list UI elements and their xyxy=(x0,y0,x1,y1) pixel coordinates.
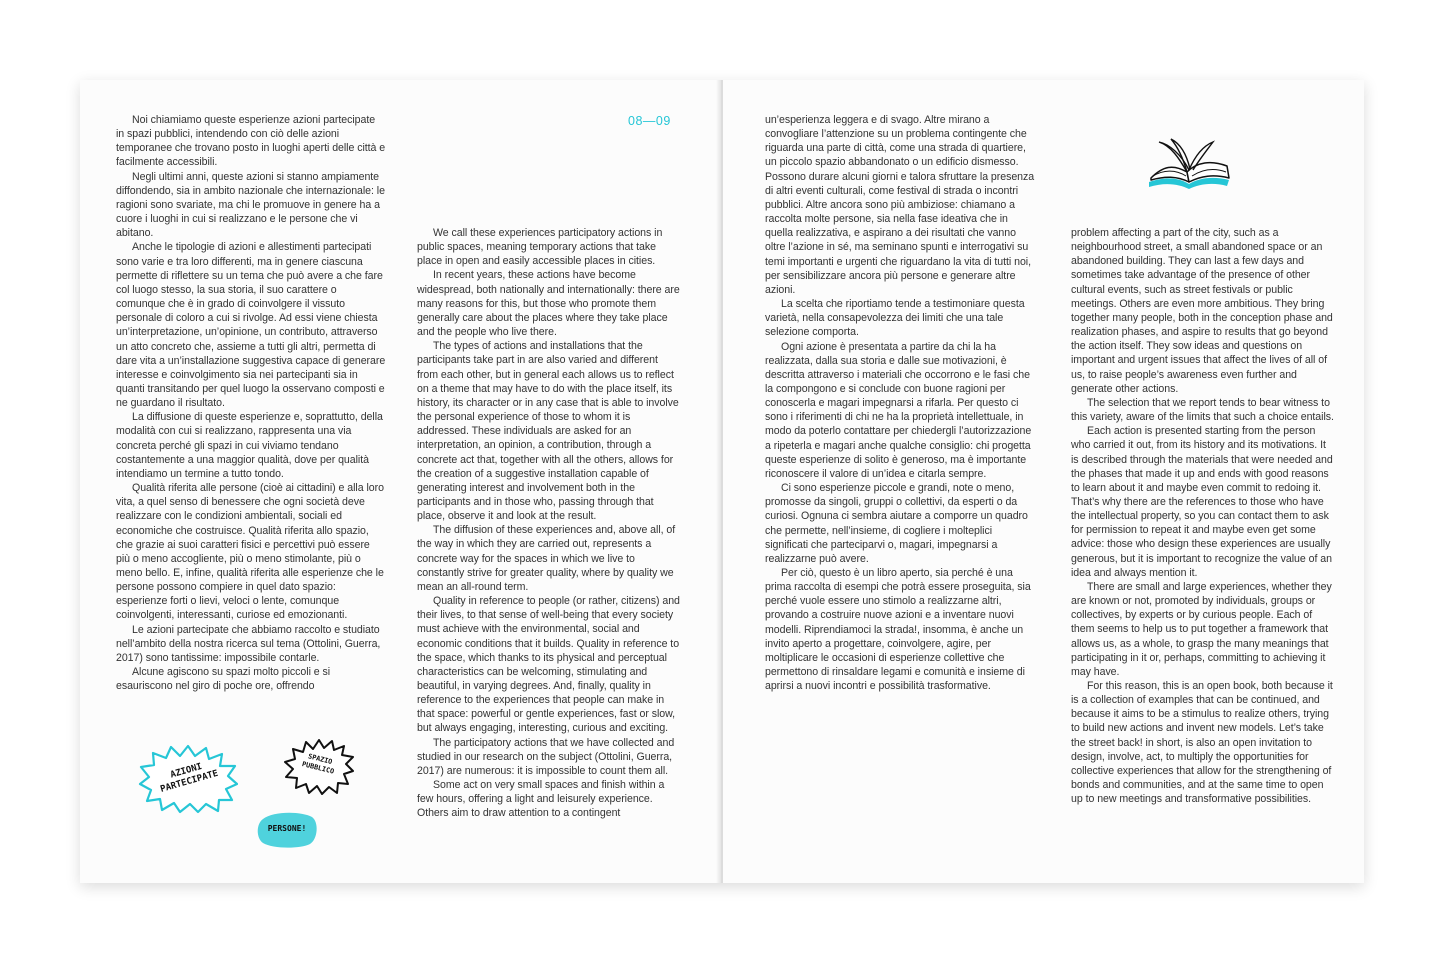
paragraph: The selection that we report tends to bear witness to this variety, aware of the limits that such a choice entails. xyxy=(1071,396,1334,424)
sticker-label: SPAZIO PUBBLICO xyxy=(301,752,335,776)
paragraph: The diffusion of these experiences and, above all, of the way in which they are carried out, represents a concrete way for the spaces in which we live to constantly strive for greater quality, where by quality we mean an all-round term. xyxy=(417,524,676,593)
paragraph: Each action is presented starting from the person who carried it out, from its history and its motivations. It is described through the materials that were needed and the phases that made it up and ends with good reasons to learn about it and maybe even commit to redoing it. That’s why there are the references to those who have the intellectual property, so you can contact them to ask for permission to repeat it and maybe even get some advice: those who design these experiences are usually generous, but it is important to recognize the value of an idea and always mention it. xyxy=(1071,425,1333,579)
paragraph: Noi chiamiamo queste esperienze azioni partecipate in spazi pubblici, intendendo con ciò delle azioni temporanee che trovano posto in luoghi aperti delle città e facilmente accessibili. xyxy=(116,114,386,169)
paragraph: There are small and large experiences, whether they are known or not, promoted by individuals, groups or collectives, by experts or by curious people. Each of them seems to help us to put together a framework that allows us, as a whole, to grasp the many meanings that participating in it or, perhaps, committing to achieving it may have. xyxy=(1071,580,1332,678)
paragraph: Ci sono esperienze piccole e grandi, note o meno, promosse da singoli, gruppi o collettivi, da esperti o da curiosi. Ognuna ci sembra aiutare a comporre un quadro che permette, nell’insieme, di cogliere i molteplici significati che parteciparvi o, magari, impegnarsi a realizzarne può avere. xyxy=(765,482,1028,565)
paragraph: La diffusione di queste esperienze e, soprattutto, della modalità con cui si realizzano, rappresenta una via concreta perché gli spazi in cui viviamo tendano costantemente a una maggior qualità, dove per qualità intendiamo un termine a tutto tondo. xyxy=(116,411,383,480)
paragraph: Ogni azione è presentata a partire da chi la ha realizzata, dalla sua storia e dalle sue motivazioni, è descritta attraverso i materiali che occorrono e le fasi che la compongono e si conclude con buone ragioni per conoscerla e magari impegnarsi a rifarla. Per questo ci sono i riferimenti di chi ne ha la proprietà intellettuale, in modo da poterlo contattare per chiedergli l’autorizzazione a ripeterla e magari anche qualche consiglio: chi progetta queste esperienze di solito è generoso, ma è importante riconoscere il valore di un’idea e citarla sempre. xyxy=(765,340,1032,480)
paragraph: The participatory actions that we have collected and studied in our research on the subject (Ottolini, Guerra, 2017) are numerous: it is impossible to count them all. xyxy=(417,736,675,777)
persone-sticker xyxy=(255,811,319,849)
paragraph: The types of actions and installations that the participants take part in are also varied and different from each other, but in general each allows us to reflect on a theme that may have to do with the place itself, its history, its character or in any case that is able to involve the personal experience of those to whom it is addressed. These individuals are asked for an interpretation, an opinion, a contribution, through a concrete act that, together with all the others, allows for the creation of a suggestive installation capable of generating interest and involvement both in the participants and in those who, passing through that place, observe it and look at the result. xyxy=(417,340,679,523)
paragraph: Some act on very small spaces and finish within a few hours, offering a light and leisurely experience. Others aim to draw attention to a contingent xyxy=(417,779,665,820)
sticker-label: PERSONE! xyxy=(267,824,307,833)
paragraph: For this reason, this is an open book, both because it is a collection of examples that can be continued, and because it aims to be a stimulus to realize others, trying to build new actions and invent new models. Let’s take the street back! in short, is also an open invitation to design, involve, act, to multiply the opportunities for collective experiences that allow for the strengthening of bonds and communities, and at the same time to open up to new meetings and transformative possibilities. xyxy=(1071,680,1333,806)
azioni-partecipate-sticker xyxy=(138,744,238,814)
italian-column-right xyxy=(765,113,1035,693)
paragraph: problem affecting a part of the city, such as a neighbourhood street, a small abandoned space or an abandoned building. They can last a few days and sometimes take advantage of the presence of other cultural events, such as street festivals or public meetings. Others are even more ambitious. They bring together many people, both in the conception phase and realization phases, and aspire to results that go beyond the action itself. They sow ideas and questions on important and urgent issues that affect the lives of all of us, to raise people’s awareness even further and generate other actions. xyxy=(1071,227,1333,395)
left-page xyxy=(80,80,721,883)
paragraph: un’esperienza leggera e di svago. Altre mirano a convogliare l’attenzione su un problema contingente che riguarda una parte di città, come una strada di quartiere, un piccolo spazio abbandonato o un edificio dismesso. Possono durare alcuni giorni e talora sfruttare la presenza di altri eventi culturali, come festival di strada o incontri pubblici. Altre ancora sono più ambiziose: chiamano a raccolta molte persone, sia nella fase ideativa che in quella realizzativa, e aspirano a dei risultati che vanno oltre l’azione in sé, ma seminano spunti e interrogativi su temi importanti e urgenti che riguardano la vita di tutti noi, per sensibilizzare ancora più persone e generare altre azioni. xyxy=(765,114,1035,296)
paragraph: Quality in reference to people (or rather, citizens) and their lives, to that sense of well-being that every society must achieve with the environmental, social and economic conditions that it builds. Quality in reference to the space, which thanks to its physical and perceptual characteristics can be welcoming, stimulating and beautiful, in varying degrees. And, finally, quality in reference to the experiences that people can make in that space: powerful or gentle experiences, fast or slow, but always engaging, interesting, curious and exciting. xyxy=(417,595,680,735)
paragraph: Anche le tipologie di azioni e allestimenti partecipati sono varie e tra loro differenti, ma in genere ciascuna permette di riflettere su un tema che può avere a che fare col luogo stesso, la sua storia, il suo carattere o comunque che è in grado di coinvolgere il vissuto personale di coloro a cui si rivolge. Ad essi viene chiesta un’interpretazione, un’opinione, un contributo, attraverso un atto concreto che, assieme a tutti gli altri, permetta di dare vita a un’installazione suggestiva capace di generare interesse e coinvolgimento sia nei partecipanti sia in quanti transitando per quel luogo la osservano composti e ne guardano il risultato. xyxy=(116,241,386,410)
paragraph: Per ciò, questo è un libro aperto, sia perché è una prima raccolta di esempi che potrà essere proseguita, sia perché vuole essere uno stimolo a realizzarne altri, provando a costruire nuove azioni e a inventare nuovi modelli. Riprendiamoci la strada!, insomma, è anche un invito aperto a progettare, coinvolgere, agire, per moltiplicare le occasioni di esperienze collettive che permettono di rinsaldare legami e comunità e insieme di aprirsi a nuovi incontri e possibilità trasformative. xyxy=(765,567,1031,693)
book-spread xyxy=(80,80,1364,883)
paragraph: Le azioni partecipate che abbiamo raccolto e studiato nell’ambito della nostra ricerca sul tema (Ottolini, Guerra, 2017) sono tantissime: impossibile contarle. xyxy=(116,623,381,664)
english-column-right xyxy=(1071,226,1335,806)
right-page xyxy=(723,80,1364,883)
english-column-left xyxy=(417,226,681,821)
page-number: 08—09 xyxy=(628,114,671,128)
paragraph: La scelta che riportiamo tende a testimoniare questa varietà, nella consapevolezza dei limiti che una tale selezione comporta. xyxy=(765,298,1025,339)
paragraph: Negli ultimi anni, queste azioni si stanno ampiamente diffondendo, sia in ambito nazionale che internazionale: le ragioni sono svariate, ma chi le promuove in genere ha a cuore i luoghi in cui si realizzano e le persone che vi abitano. xyxy=(116,170,385,240)
italian-column-left xyxy=(116,113,386,693)
paragraph: Alcune agiscono su spazi molto piccoli e si esauriscono nel giro di poche ore, offrendo xyxy=(116,666,331,693)
open-book-icon xyxy=(1143,136,1233,190)
spazio-pubblico-sticker xyxy=(283,738,355,796)
paragraph: Qualità riferita alle persone (cioè ai cittadini) e alla loro vita, a quel senso di benessere che ogni società deve realizzare con le condizioni ambientali, sociali ed economiche che costruisce. Qualità riferita allo spazio, che grazie ai suoi caratteri fisici e percettivi può essere più o meno accogliente, più o meno stimolante, più o meno bello. E, infine, qualità riferita alle esperienze che le persone possono compiere in quel dato spazio: esperienze forti o lievi, veloci o lente, comunque coinvolgenti, interessanti, curiose ed emozionanti. xyxy=(116,482,384,622)
paragraph: In recent years, these actions have become widespread, both nationally and internationally: there are many reasons for this, but those who promote them generally care about the places where they take place and the people who live there. xyxy=(417,269,680,339)
paragraph: We call these experiences participatory actions in public spaces, meaning temporary actions that take place in open and easily accessible places in cities. xyxy=(417,227,663,268)
sticker-label: AZIONI PARTECIPATE xyxy=(159,761,220,795)
